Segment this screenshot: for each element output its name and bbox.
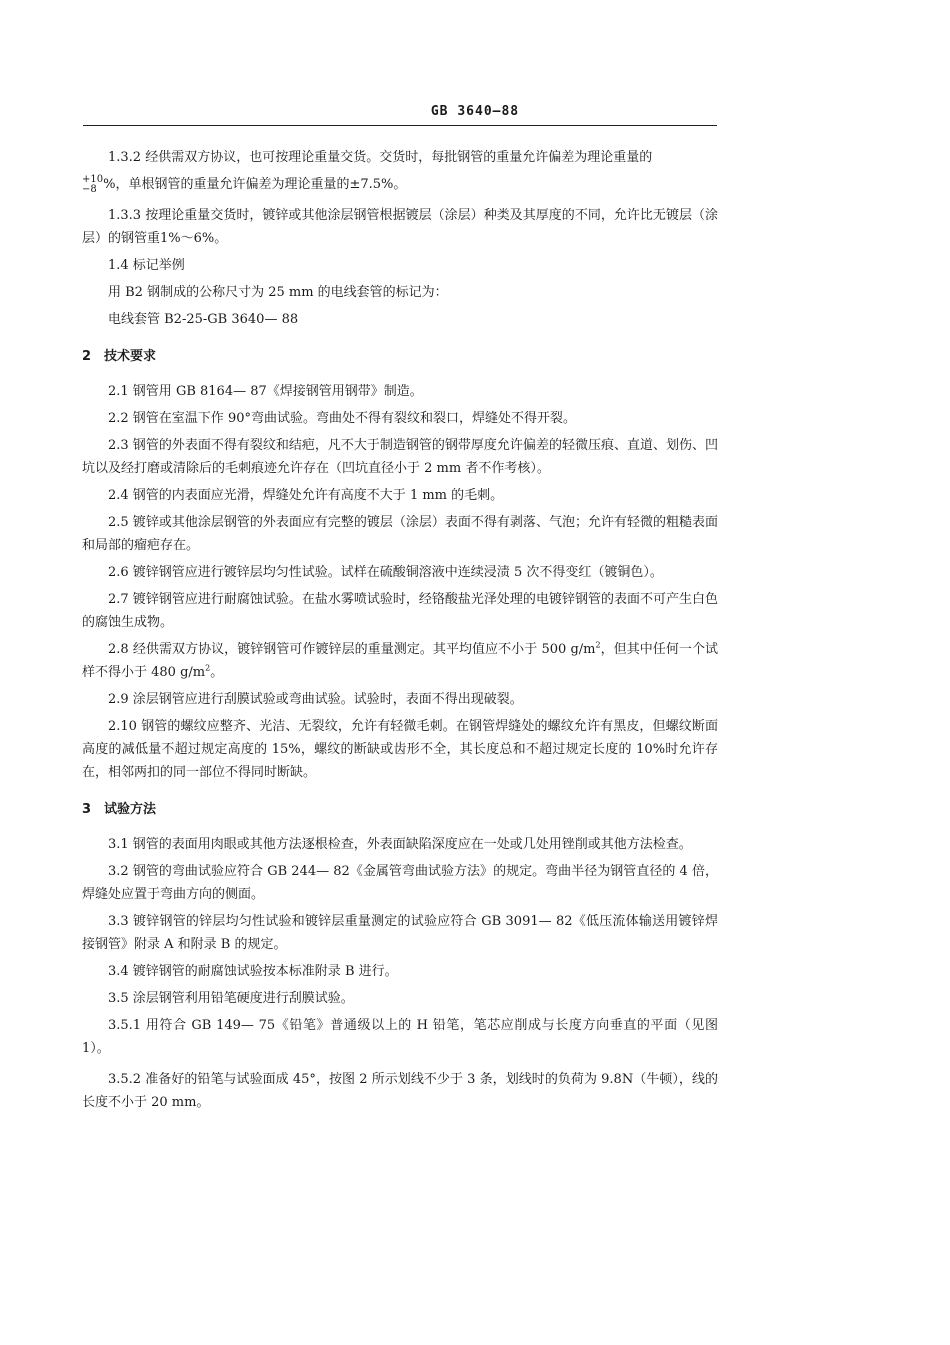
clause-3-4: 3.4 镀锌钢管的耐腐蚀试验按本标准附录 B 进行。: [108, 964, 398, 979]
clause-2-10: 2.10 钢管的螺纹应整齐、光洁、无裂纹，允许有轻微毛刺。在钢管焊缝处的螺纹允许有黑皮，但螺纹断面高度的减低量不超过规定高度的 15%，螺纹的断缺或齿形不全，其长度总和不超过规定长度的 10%时允许存在，相邻两扣的同一部位不得同时断缺。: [82, 719, 718, 780]
tolerance-plus: +10: [82, 173, 104, 185]
clause-2-8-text-a: 2.8 经供需双方协议，镀锌钢管可作镀锌层的重量测定。其平均值应不小于 500 g/m: [108, 642, 596, 657]
clause-1-3-2-text-b: %，单根钢管的重量允许偏差为理论重量的±7.5%。: [103, 177, 407, 192]
clause-2-1: 2.1 钢管用 GB 8164— 87《焊接钢管用钢带》制造。: [108, 384, 423, 399]
header-rule: [83, 125, 717, 126]
clause-2-8-text-c: 。: [210, 665, 224, 680]
section-3-heading: [82, 798, 718, 821]
document-body: [82, 146, 718, 1114]
clause-2-8: [82, 638, 718, 684]
tolerance-stack: [82, 175, 103, 195]
page-header-code: GB 3640—88: [430, 104, 520, 119]
section-3-number: 3: [82, 802, 92, 817]
clause-1-4: 1.4 标记举例: [108, 258, 185, 273]
clause-2-9: 2.9 涂层钢管应进行刮膜试验或弯曲试验。试验时，表面不得出现破裂。: [108, 692, 523, 707]
clause-2-3: 2.3 钢管的外表面不得有裂纹和结疤，凡不大于制造钢管的钢带厚度允许偏差的轻微压痕、直道、划伤、凹坑以及经打磨或清除后的毛刺痕迹允许存在（凹坑直径小于 2 mm 者不作考核）。: [82, 438, 718, 476]
clause-1-3-2-text-a: 1.3.2 经供需双方协议，也可按理论重量交货。交货时，每批钢管的重量允许偏差为理论重量的: [108, 150, 653, 165]
clause-1-4-example-desc: 用 B2 钢制成的公称尺寸为 25 mm 的电线套管的标记为：: [108, 285, 448, 300]
clause-1-3-2-cont: [82, 173, 718, 196]
clause-2-8-text-b: ，但其中任何一个试样不得小于 480 g/m: [82, 642, 718, 680]
clause-2-2: 2.2 钢管在室温下作 90°弯曲试验。弯曲处不得有裂纹和裂口，焊缝处不得开裂。: [108, 411, 576, 426]
clause-1-3-2: [82, 146, 718, 169]
clause-2-4: 2.4 钢管的内表面应光滑，焊缝处允许有高度不大于 1 mm 的毛刺。: [108, 488, 504, 503]
clause-3-5: 3.5 涂层钢管利用铅笔硬度进行刮膜试验。: [108, 991, 354, 1006]
section-2-heading: [82, 345, 718, 368]
superscript-2: 2: [595, 640, 601, 650]
clause-2-7: 2.7 镀锌钢管应进行耐腐蚀试验。在盐水雾喷试验时，经铬酸盐光泽处理的电镀锌钢管的表面不可产生白色的腐蚀生成物。: [82, 592, 718, 630]
clause-2-5: 2.5 镀锌或其他涂层钢管的外表面应有完整的镀层（涂层）表面不得有剥落、气泡；允许有轻微的粗糙表面和局部的瘤疤存在。: [82, 515, 718, 553]
section-2-number: 2: [82, 349, 92, 364]
clause-1-4-example-mark: 电线套管 B2-25-GB 3640— 88: [108, 312, 299, 327]
section-2-title: 技术要求: [104, 349, 157, 364]
clause-3-5-1: 3.5.1 用符合 GB 149— 75《铅笔》普通级以上的 H 铅笔，笔芯应削成与长度方向垂直的平面（见图 1）。: [82, 1018, 718, 1056]
section-3-title: 试验方法: [104, 802, 157, 817]
clause-3-3: 3.3 镀锌钢管的锌层均匀性试验和镀锌层重量测定的试验应符合 GB 3091— 82《低压流体输送用镀锌焊接钢管》附录 A 和附录 B 的规定。: [82, 914, 718, 952]
clause-1-3-3: 1.3.3 按理论重量交货时，镀锌或其他涂层钢管根据镀层（涂层）种类及其厚度的不同，允许比无镀层（涂层）的钢管重1%～6%。: [82, 208, 718, 246]
clause-2-6: 2.6 镀锌钢管应进行镀锌层均匀性试验。试样在硫酸铜溶液中连续浸渍 5 次不得变红（镀铜色）。: [108, 565, 663, 580]
tolerance-minus: −8: [82, 183, 97, 195]
clause-3-2: 3.2 钢管的弯曲试验应符合 GB 244— 82《金属管弯曲试验方法》的规定。弯曲半径为钢管直径的 4 倍，焊缝处应置于弯曲方向的侧面。: [82, 864, 718, 902]
clause-3-5-2: 3.5.2 准备好的铅笔与试验面成 45°，按图 2 所示划线不少于 3 条，划线时的负荷为 9.8N（牛顿），线的长度不小于 20 mm。: [82, 1072, 718, 1110]
superscript-2: 2: [205, 663, 211, 673]
clause-3-1: 3.1 钢管的表面用肉眼或其他方法逐根检查，外表面缺陷深度应在一处或几处用锉削或其他方法检查。: [108, 837, 692, 852]
